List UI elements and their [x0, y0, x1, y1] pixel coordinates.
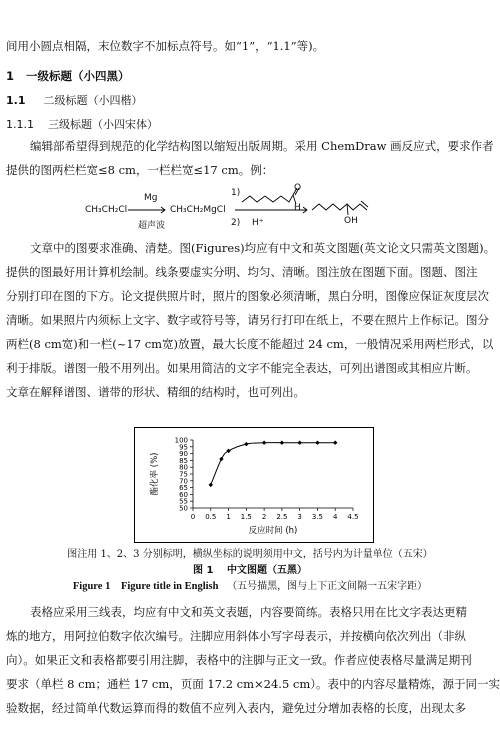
y-axis-label: 酯化率 (%): [150, 452, 160, 496]
paragraph-figures: [6, 236, 494, 404]
data-point: [333, 441, 337, 445]
x-tick-label: 1: [226, 513, 231, 521]
x-tick-label: 3: [297, 513, 302, 521]
paragraph-line: 提供的图两栏栏宽≤8 cm，一栏栏宽≤17 cm。例：: [6, 163, 274, 177]
data-point: [219, 457, 223, 461]
paragraph-line: 验数据，经过简单代数运算而得的数值不应列入表内，避免过分增加表格的长度，出现太多: [6, 701, 466, 715]
carbonyl-bond-double: [295, 188, 299, 195]
heading-2-text: 二级标题（小四楷）: [43, 94, 143, 107]
product-oh-bond: [347, 204, 348, 215]
data-point: [297, 441, 301, 445]
y-tick-label: 95: [179, 443, 188, 452]
y-tick-label: 70: [179, 477, 188, 486]
data-point: [280, 441, 284, 445]
paragraph-chemdraw: [6, 134, 494, 182]
aldehyde-chain: [242, 195, 293, 202]
product-oh-text: OH: [344, 216, 358, 226]
y-tick-label: 100: [174, 436, 188, 445]
intermediate-text: CH₃CH₂MgCl: [170, 205, 226, 215]
step2-label: 2): [231, 218, 241, 228]
y-tick-label: 60: [179, 490, 188, 499]
heading-3-number: 1.1.1: [6, 118, 34, 131]
reaction-drawing: [85, 190, 385, 235]
figure-frame: [134, 427, 374, 543]
data-point: [209, 483, 213, 487]
paragraph-line: 编辑部希望得到规范的化学结构图以缩短出版周期。采用 ChemDraw 画反应式，要求作者: [30, 139, 494, 153]
paragraph-line: 向）。如果正文和表格都要引用注脚，表格中的注脚与正文一致。作者应使表格尽量满足期刊: [6, 653, 472, 667]
figure-note: 图注用 1、2、3 分别标明，横纵坐标的说明须用中文，括号内为计量单位（五宋）: [67, 549, 433, 560]
x-tick-label: 0: [190, 513, 196, 521]
x-tick-label: 4.5: [347, 513, 359, 521]
product-chain: [312, 204, 360, 210]
figure-cn-title: 中文图题（五黑）: [226, 565, 307, 576]
paragraph-line: 清晰。如果照片内须标上文字、数字或符号等，请另行打印在纸上，不要在照片上作标记。图分: [6, 313, 489, 327]
x-tick-label: 1.5: [240, 513, 252, 521]
aldehyde-o-text: O: [294, 183, 302, 193]
paragraph-line: 两栏(8 cm宽)和一栏(~17 cm宽)放置，最大长度不能超过 24 cm，一般情况采用两栏形式，以: [6, 337, 494, 351]
paragraph-tables: [6, 600, 500, 720]
data-point: [315, 441, 319, 445]
paragraph-line: 分别打印在图的下方。论文提供照片时，照片的图象必须清晰，黑白分明，图像应保证灰度层次: [6, 289, 489, 303]
reagent-text: Mg: [144, 193, 158, 203]
paragraph-line: 炼的地方，用阿拉伯数字依次编号。注脚应用斜体小写字母表示，并按横向依次列出（非纵: [6, 629, 466, 643]
x-tick-label: 2.5: [276, 513, 288, 521]
x-tick-label: 3.5: [311, 513, 324, 521]
y-tick-label: 75: [179, 470, 188, 479]
figure-cn-caption: [0, 561, 500, 576]
data-point: [244, 442, 248, 446]
paragraph-line: 提供的图最好用计算机绘制。线条要虚实分明、均匀、清晰。图注放在图题下面。图题、图注: [6, 265, 478, 279]
paragraph-line: 表格应采用三线表，均应有中文和英文表题，内容要简练。表格只用在比文字表达更精: [30, 605, 467, 619]
figure-cn-label: 图 1: [193, 565, 214, 576]
y-tick-label: 50: [179, 504, 188, 513]
heading-3-text: 三级标题（小四宋体）: [48, 118, 158, 131]
reactant-text: CH₃CH₂Cl: [85, 205, 128, 215]
line-chart: [135, 428, 373, 542]
x-tick-label: 4: [332, 513, 338, 521]
y-tick-label: 80: [179, 463, 188, 472]
y-tick-label: 90: [179, 450, 188, 459]
paragraph-line: 文章在解释谱图、谱带的形状、精细的结构时，也可列出。: [6, 385, 305, 399]
figure-en-label: Figure 1: [72, 581, 111, 592]
y-tick-label: 65: [179, 484, 188, 493]
y-tick-label: 85: [179, 456, 188, 465]
condition-text: 超声波: [138, 221, 166, 231]
heading-level-1: [6, 68, 130, 84]
reaction-scheme: [85, 183, 385, 235]
heading-level-3: [6, 117, 158, 133]
heading-1-text: 一级标题（小四黑）: [26, 69, 130, 83]
paragraph-line: 利于排版。谱图一般不用列出。如果用简洁的文字不能完全表达，可列出谱图或其相应片断。: [6, 361, 478, 375]
heading-2-number: 1.1: [6, 94, 26, 107]
aldehyde-h-bond: [293, 195, 296, 204]
data-series-line: [211, 443, 335, 485]
figure-en-title: Figure title in English: [120, 581, 219, 592]
figure-en-caption: [0, 577, 500, 592]
paragraph-line: 文章中的图要求准确、清楚。图(Figures)均应有中文和英文图题(英文论文只需英文图题)。: [30, 241, 496, 255]
top-text-line: 间用小圆点相隔，末位数字不加标点符号。如“1”，“1.1”等)。: [6, 39, 325, 53]
step1-label: 1): [231, 188, 241, 198]
aldehyde-h-text: H: [294, 203, 301, 213]
x-tick-label: 2: [261, 513, 267, 521]
x-axis-label: 反应时间 (h): [248, 526, 298, 536]
data-point: [262, 441, 266, 445]
paragraph-line: 要求（单栏 8 cm；通栏 17 cm，页面 17.2 cm×24.5 cm）。表中的内容尽量精炼，源于同一实: [6, 677, 500, 691]
figure-en-note: （五号描黑，图与上下正文间隔一五宋字距）: [227, 581, 428, 592]
x-tick-label: 0.5: [205, 513, 217, 521]
y-tick-label: 55: [179, 497, 188, 506]
heading-1-number: 1: [6, 69, 15, 83]
acid-text: H⁺: [252, 218, 264, 228]
heading-level-2: [6, 93, 143, 109]
carbonyl-bond: [293, 188, 297, 195]
